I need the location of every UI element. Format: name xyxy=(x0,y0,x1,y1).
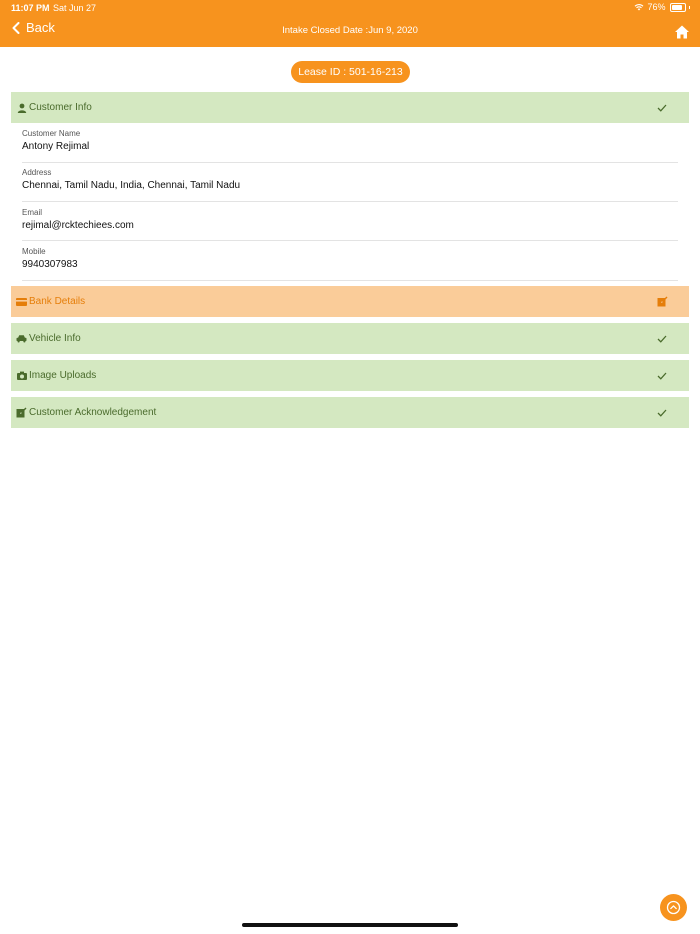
edit-icon xyxy=(16,407,27,418)
top-bar xyxy=(0,0,700,47)
section-label: Customer Info xyxy=(29,102,92,113)
chevron-up-circle-icon xyxy=(666,900,681,915)
section-label: Vehicle Info xyxy=(29,333,81,344)
divider xyxy=(22,240,678,241)
battery-icon xyxy=(670,3,686,12)
section-customer-info[interactable] xyxy=(11,92,689,123)
wifi-icon xyxy=(634,3,644,11)
mobile-field xyxy=(22,247,678,270)
address-field xyxy=(22,168,678,191)
check-icon xyxy=(655,101,669,115)
section-label: Image Uploads xyxy=(29,370,97,381)
car-icon xyxy=(16,333,27,344)
divider xyxy=(22,201,678,202)
section-vehicle-info[interactable] xyxy=(11,323,689,354)
card-icon xyxy=(16,296,27,307)
back-label: Back xyxy=(26,20,55,35)
email-field xyxy=(22,208,678,231)
divider xyxy=(22,280,678,281)
section-label: Customer Acknowledgement xyxy=(29,407,157,418)
page-title: Intake Closed Date :Jun 9, 2020 xyxy=(282,25,418,36)
field-label: Email xyxy=(22,208,43,217)
check-icon xyxy=(655,332,669,346)
lease-id-badge: Lease ID : 501-16-213 xyxy=(291,61,410,83)
status-date: Sat Jun 27 xyxy=(53,3,97,13)
customer-name-field xyxy=(22,129,678,152)
divider xyxy=(22,162,678,163)
field-value: Antony Rejimal xyxy=(22,141,90,152)
home-button[interactable] xyxy=(674,24,690,40)
section-label: Bank Details xyxy=(29,296,86,307)
check-icon xyxy=(655,369,669,383)
field-label: Mobile xyxy=(22,247,46,256)
home-icon xyxy=(674,24,690,40)
camera-icon xyxy=(16,370,27,381)
field-value: rejimal@rcktechiees.com xyxy=(22,220,134,231)
status-time: 11:07 PM xyxy=(11,3,50,13)
edit-icon xyxy=(655,295,669,309)
field-value: Chennai, Tamil Nadu, India, Chennai, Tamil Nadu xyxy=(22,180,241,191)
user-icon xyxy=(16,102,27,113)
section-customer-acknowledgement[interactable] xyxy=(11,397,689,428)
section-image-uploads[interactable] xyxy=(11,360,689,391)
home-indicator[interactable] xyxy=(242,923,458,927)
field-value: 9940307983 xyxy=(22,259,78,270)
status-indicators xyxy=(634,2,690,12)
check-icon xyxy=(655,406,669,420)
battery-percent: 76% xyxy=(647,2,666,12)
section-bank-details[interactable] xyxy=(11,286,689,317)
field-label: Customer Name xyxy=(22,129,81,138)
field-label: Address xyxy=(22,168,52,177)
scroll-top-button[interactable] xyxy=(660,894,687,921)
